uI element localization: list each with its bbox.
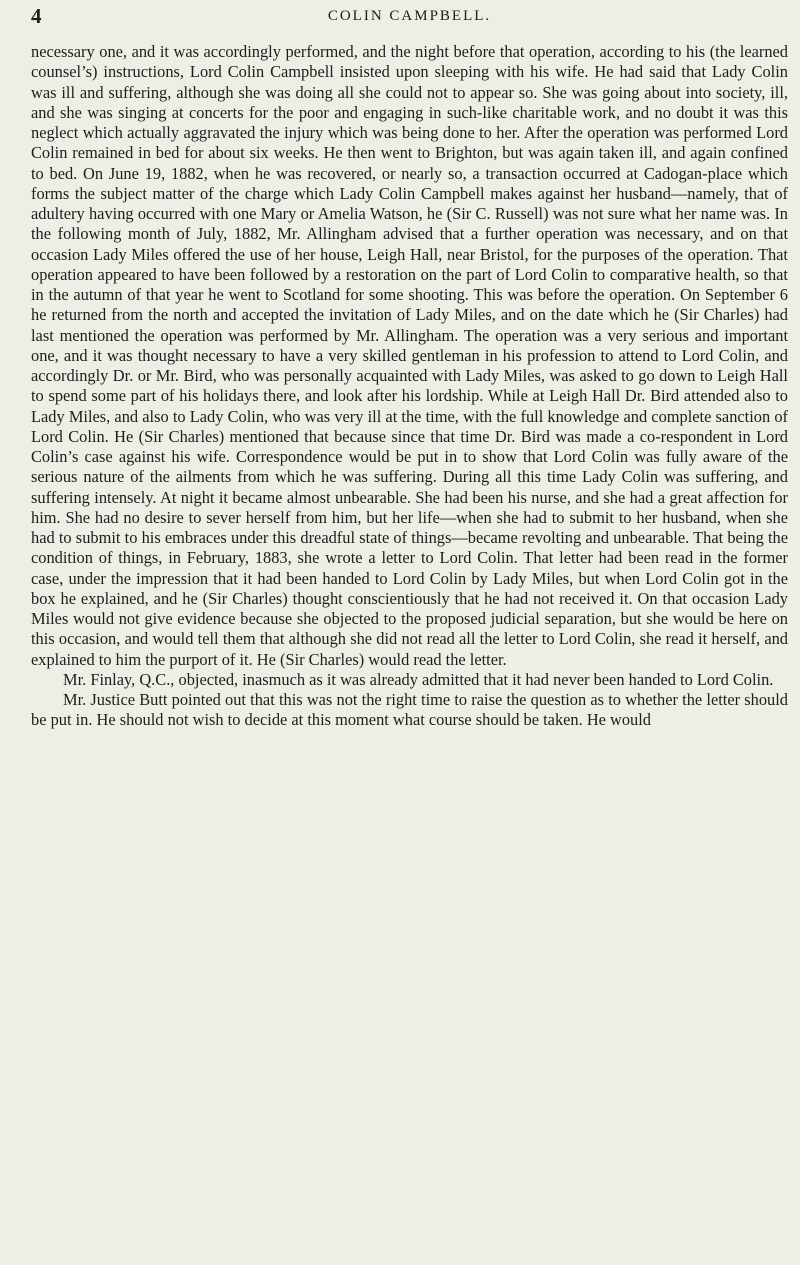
paragraph-opening: necessary one, and it was accordingly performed, and the night before that operation, according to his (the learned counsel’s) instructions, Lord Colin Campbell insisted upon sleeping with his wife. He had said that Lady Colin was ill and suffering, although she was doing all she could not to appear so. She was going about into society, ill, and she was singing at concerts for the poor and engaging in such-like charitable work, and no doubt it was this neglect which actually aggravated the injury which was being done to her. After the operation was performed Lord Colin remained in bed for about six weeks. He then went to Brighton, but was again taken ill, and again confined to bed. On June 19, 1882, when he was recovered, or nearly so, a transaction occurred at Cadogan-place which forms the subject matter of the charge which Lady Colin Campbell makes against her husband—namely, that of adultery having occurred with one Mary or Amelia Watson, he (Sir C. Russell) was not sure what her name was. In the following month of July, 1882, Mr. Allingham advised that a further operation was necessary, and on that occasion Lady Miles offered the use of her house, Leigh Hall, near Bristol, for the purposes of the operation. That operation appeared to have been followed by a restoration on the part of Lord Colin to comparative health, so that in the autumn of that year he went to Scotland for some shooting. This was before the operation. On September 6 he returned from the north and accepted the invitation of Lady Miles, and on the date which he (Sir Charles) had last mentioned the operation was performed by Mr. Allingham. The operation was a very serious and important one, and it was thought necessary to have a very skilled gentleman in his profession to attend to Lord Colin, and accordingly Dr. or Mr. Bird, who was personally acquainted with Lady Miles, was asked to go down to Leigh Hall to spend some part of his holidays there, and look after his lordship. While at Leigh Hall Dr. Bird attended also to Lady Miles, and also to Lady Colin, who was very ill at the time, with the full knowledge and complete sanction of Lord Colin. He (Sir Charles) mentioned that because since that time Dr. Bird was made a co-respondent in Lord Colin’s case against his wife. Correspondence would be put in to show that Lord Colin was fully aware of the serious nature of the ailments from which he was suffering. During all this time Lady Colin was suffering, and suffering intensely. At night it became almost unbearable. She had been his nurse, and she had a great affection for him. She had no desire to sever herself from him, but her life—when she had to submit to her husband, when she had to submit to his embraces under this dreadful state of things—became revolting and unbearable. That being the condition of things, in February, 1883, she wrote a letter to Lord Colin. That letter had been read in the former case, under the impression that it had been handed to Lord Colin by Lady Miles, but when Lord Colin got in the box he explained, and he (Sir Charles) thought conscientiously that he had not received it. On that occasion Lady Miles would not give evidence because she objected to the proposed judicial separation, but she would be here on this occasion, and would tell them that although she did not read all the letter to Lord Colin, she read it herself, and explained to him the purport of it. He (Sir Charles) would read the letter. — [31, 42, 788, 669]
running-title: COLIN CAMPBELL. — [327, 8, 492, 24]
paragraph-finlay-objection: Mr. Finlay, Q.C., objected, inasmuch as it was already admitted that it had never been handed to Lord Colin. — [63, 669, 774, 689]
body-text — [31, 42, 788, 731]
book-page — [0, 4, 800, 1265]
paragraph-justice-butt: Mr. Justice Butt pointed out that this was not the right time to raise the question as to whether the letter should be put in. He should not wish to decide at this moment what course should be taken. He would — [31, 690, 788, 730]
page-number: 4 — [31, 4, 42, 28]
running-header — [31, 4, 788, 34]
